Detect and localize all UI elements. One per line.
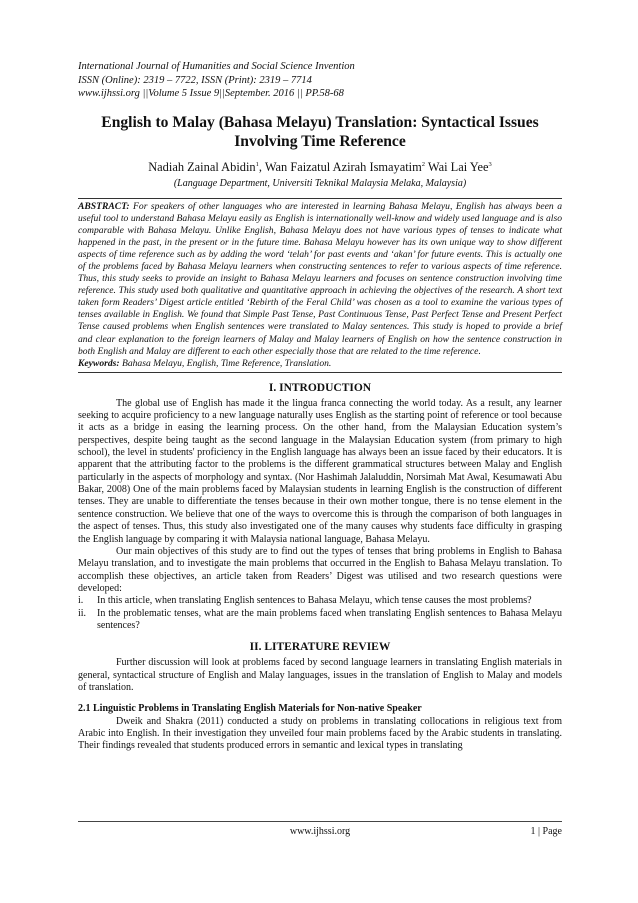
subsection-paragraph: Dweik and Shakra (2011) conducted a study on problems in translating collocations in religious text from Arabic into English. In their investigation they unveiled four main problems faced by the Arabic students in translating. Their findings revealed that students produced errors in semantic and lexical types in translating xyxy=(78,715,562,752)
list-item xyxy=(78,595,562,607)
paper-page xyxy=(78,60,562,753)
author-list xyxy=(78,160,562,175)
author-sup: 3 xyxy=(488,160,492,168)
author-name: Nadiah Zainal Abidin xyxy=(148,159,256,174)
author-name: Wan Faizatul Azirah Ismayatim xyxy=(264,159,422,174)
footer-url: www.ijhssi.org xyxy=(289,826,351,837)
abstract-label: ABSTRACT: xyxy=(78,200,130,212)
affiliation: (Language Department, Universiti Teknikal Malaysia Melaka, Malaysia) xyxy=(173,177,467,189)
intro-paragraph-2: Our main objectives of this study are to find out the types of tenses that bring problems in English to Bahasa Melayu translation, and to investigate the main problems that occurred in the English to Bahasa Melayu translation. To accomplish these objectives, an article taken from Readers’ Digest was utilised and two research questions were developed: xyxy=(78,545,562,594)
list-text: In the problematic tenses, what are the main problems faced when translating English sentences to Bahasa Melayu sentences? xyxy=(97,607,562,631)
journal-name: International Journal of Humanities and Social Science Invention xyxy=(78,61,355,72)
list-item xyxy=(78,608,562,633)
author-sup: 2 xyxy=(421,160,426,168)
abstract-text: For speakers of other languages who are interested in learning Bahasa Melayu, English has always been a useful tool to understand Bahasa Melayu easily as English is internationally well-know and widely used language and is also comparable with Bahasa Melayu. Unlike English, Bahasa Melayu does not have various types of tenses to indicate what happened in the past, in the present or in the future time. Bahasa Melayu however has its own unique way to show different aspects of time reference such as by adding the word ‘telah’ for past events and ‘akan’ for future events. This is actually one of the problems faced by Bahasa Melayu learners when constructing sentences to refer to various aspects of time reference. Thus, this study seeks to provide an insight to Bahasa Melayu learners and focuses on sentence construction involving time reference. This study used both qualitative and quantitative approach in achieving the objectives of the research. A short text taken form Readers’ Digest article entitled ‘Rebirth of the Feral Child’ was chosen as a tool to examine the various types of tenses available in English. We found that Simple Past Tense, Past Continuous Tense, Past Perfect Tense and Present Perfect Tense caused problems when English sentences were translated to Malay sentences. This study is hoped to provide a brief and clear explanation to the foreign learners of Malay and Malay learners of English on how the sentence construction in both English and Malay are different to each other especially those that are related to the time reference. xyxy=(78,200,562,357)
list-text: In this article, when translating English sentences to Bahasa Melayu, which tense causes the most problems? xyxy=(97,595,532,607)
volume-line: www.ijhssi.org ||Volume 5 Issue 9||September. 2016 || PP.58-68 xyxy=(78,88,344,99)
intro-heading: I. INTRODUCTION xyxy=(268,381,372,394)
page-footer xyxy=(78,821,562,837)
author-name: Wai Lai Yee xyxy=(427,159,489,174)
keywords xyxy=(78,358,562,370)
author-sup: 1 xyxy=(255,160,259,168)
keywords-text: Bahasa Melayu, English, Time Reference, Translation. xyxy=(119,357,332,369)
list-number: i. xyxy=(78,595,84,607)
author-sep: , xyxy=(258,159,265,174)
divider xyxy=(78,372,562,373)
abstract xyxy=(78,201,562,358)
list-number: ii. xyxy=(78,607,87,619)
paper-title: English to Malay (Bahasa Melayu) Translation: Syntactical Issues Involving Time Reference xyxy=(101,113,539,150)
research-questions xyxy=(78,595,562,632)
page-number: 1 | Page xyxy=(530,826,562,837)
divider xyxy=(78,198,562,199)
intro-paragraph-1: The global use of English has made it the lingua franca connecting the world today. As a result, any learner seeking to acquire proficiency to a new language naturally uses English as the starting point of reference or tool because it acts as a bridge in easing the learning process. On the other hand, from the Malaysian Education system’s perspectives, despite being taught as the second language in the Malaysian Education system (from primary to high school), the level in students' proficiency in the English language has always been an issue faced by their educators. It is apparent that the attributing factor to the problems is the different grammatical structures between Malay and English particularly in the aspects of morphology and syntax. (Nor Hashimah Jalaluddin, Norsimah Mat Awal, Kesumawati Abu Bakar, 2008) One of the main problems faced by Malaysian students in learning English is the construction of different tenses. They are unable to differentiate the tenses because in their own mother tongue, there is no tense element in the sentence construction. We believe that one of the ways to overcome this is through the comparison of both languages in the aspect of tenses. Thus, this study also investigated one of the many causes why students face difficulty in grasping the English language by comparing it with Malaysia national language, Bahasa Melayu. xyxy=(78,397,562,545)
literature-heading: II. LITERATURE REVIEW xyxy=(249,641,391,654)
literature-paragraph: Further discussion will look at problems faced by second language learners in translating English materials in general, syntactical structure of English and Malay languages, issues in the translation of English to Malay and models of translation. xyxy=(78,657,562,693)
keywords-label: Keywords: xyxy=(78,357,120,369)
issn-line: ISSN (Online): 2319 – 7722, ISSN (Print): 2319 – 7714 xyxy=(78,74,312,86)
subsection-heading: 2.1 Linguistic Problems in Translating English Materials for Non-native Speaker xyxy=(78,703,422,715)
